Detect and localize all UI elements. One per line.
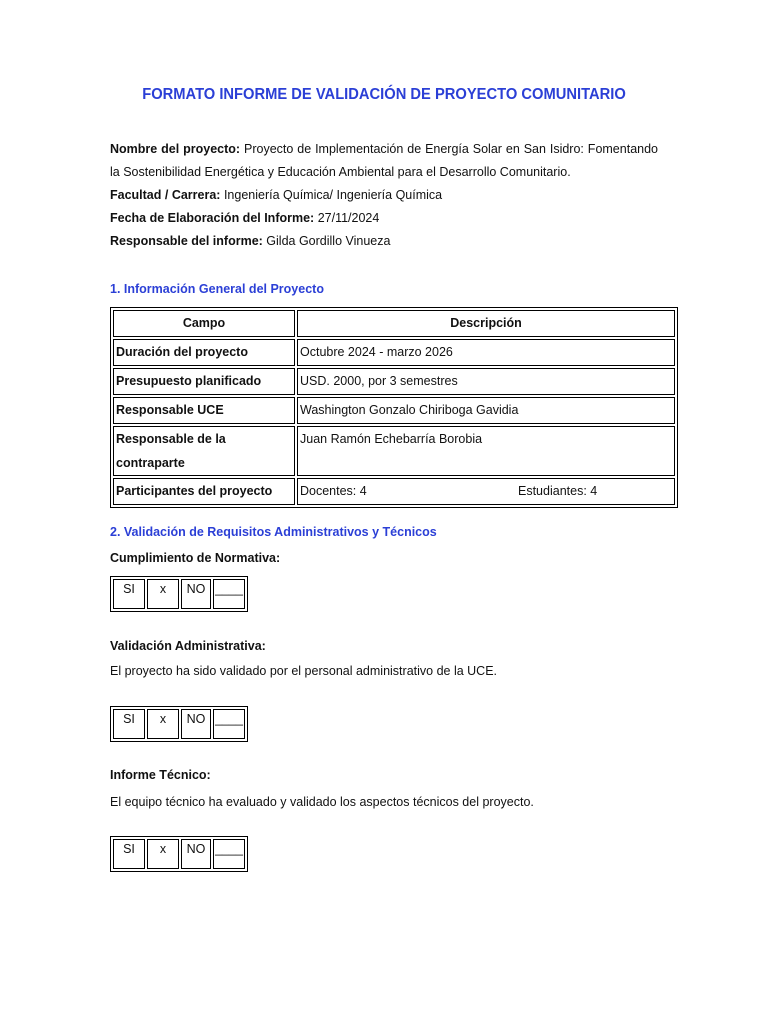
si-label: SI — [113, 579, 145, 609]
tecnico-text: El equipo técnico ha evaluado y validado los aspectos técnicos del proyecto. — [110, 795, 534, 809]
si-mark[interactable]: x — [147, 579, 179, 609]
header-campo: Campo — [113, 310, 295, 337]
table-row — [113, 426, 675, 476]
no-label: NO — [181, 839, 211, 869]
date-label: Fecha de Elaboración del Informe: — [110, 211, 315, 225]
project-name-value: Proyecto de Implementación de Energía Solar en San Isidro: Fomentando la Sostenibilidad Energética y Educación Ambiental para el Desarrollo Comunitario. — [110, 142, 658, 179]
value-cell: USD. 2000, por 3 semestres — [297, 368, 675, 395]
responsible-value: Gilda Gordillo Vinueza — [266, 234, 391, 248]
si-label: SI — [113, 839, 145, 869]
section2-heading: 2. Validación de Requisitos Administrativos y Técnicos — [110, 525, 437, 539]
participants-values — [300, 479, 672, 503]
responsible-label: Responsable del informe: — [110, 234, 263, 248]
faculty-value: Ingeniería Química/ Ingeniería Química — [223, 188, 443, 202]
si-mark[interactable]: x — [147, 839, 179, 869]
normativa-checkbox-table — [110, 576, 248, 612]
value-cell: Juan Ramón Echebarría Borobia — [297, 426, 675, 476]
value-cell: Octubre 2024 - marzo 2026 — [297, 339, 675, 366]
administrativa-checkbox-table — [110, 706, 248, 742]
table-row — [113, 478, 675, 505]
no-mark[interactable]: ____ — [213, 839, 245, 869]
project-info-table — [110, 307, 678, 508]
header-descripcion: Descripción — [297, 310, 675, 337]
no-mark[interactable]: ____ — [213, 709, 245, 739]
si-label: SI — [113, 709, 145, 739]
project-name-label: Nombre del proyecto: — [110, 142, 241, 156]
project-name-line — [110, 138, 658, 184]
table-row — [113, 339, 675, 366]
administrativa-label: Validación Administrativa: — [110, 639, 266, 653]
tecnico-checkbox-table — [110, 836, 248, 872]
field-cell: Responsable UCE — [113, 397, 295, 424]
date-value: 27/11/2024 — [317, 211, 380, 225]
value-cell — [297, 478, 675, 505]
no-label: NO — [181, 709, 211, 739]
administrativa-text: El proyecto ha sido validado por el personal administrativo de la UCE. — [110, 664, 498, 678]
date-line — [110, 207, 658, 230]
document-title: FORMATO INFORME DE VALIDACIÓN DE PROYECTO COMUNITARIO — [142, 86, 626, 103]
estudiantes-count: Estudiantes: 4 — [518, 484, 598, 498]
field-cell: Duración del proyecto — [113, 339, 295, 366]
field-cell: Responsable de la contraparte — [113, 426, 295, 476]
tecnico-label: Informe Técnico: — [110, 768, 211, 782]
table-row — [113, 397, 675, 424]
faculty-label: Facultad / Carrera: — [110, 188, 221, 202]
field-cell: Participantes del proyecto — [113, 478, 295, 505]
project-meta — [110, 138, 658, 253]
no-label: NO — [181, 579, 211, 609]
normativa-label: Cumplimiento de Normativa: — [110, 551, 281, 565]
field-cell: Presupuesto planificado — [113, 368, 295, 395]
si-mark[interactable]: x — [147, 709, 179, 739]
section1-heading: 1. Información General del Proyecto — [110, 282, 324, 296]
table-row — [113, 368, 675, 395]
value-cell: Washington Gonzalo Chiriboga Gavidia — [297, 397, 675, 424]
no-mark[interactable]: ____ — [213, 579, 245, 609]
faculty-line — [110, 184, 658, 207]
docentes-count: Docentes: 4 — [300, 484, 367, 498]
responsible-line — [110, 230, 658, 253]
table-header-row — [113, 310, 675, 337]
